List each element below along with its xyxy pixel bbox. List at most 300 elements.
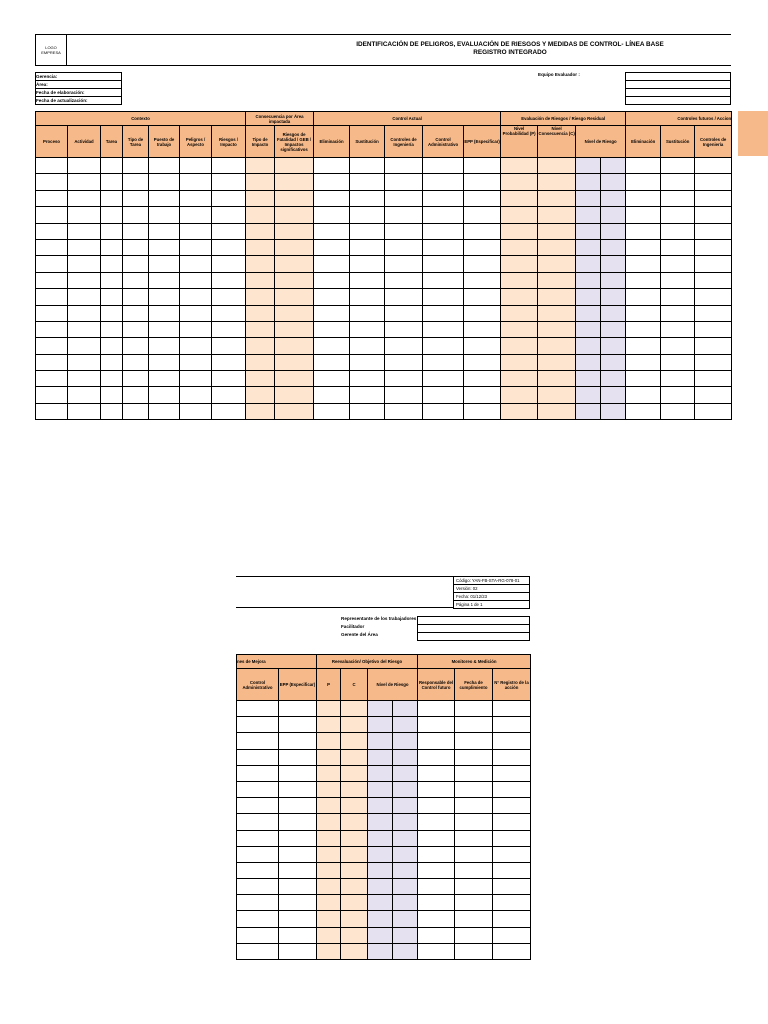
table-cell[interactable] xyxy=(350,174,385,190)
table-cell[interactable] xyxy=(279,781,317,797)
evaluador-row[interactable] xyxy=(626,97,731,105)
table-cell[interactable] xyxy=(246,272,275,288)
table-cell[interactable] xyxy=(212,174,246,190)
table-cell[interactable] xyxy=(538,321,576,337)
table-cell[interactable] xyxy=(464,305,501,321)
field-fecha-elaboracion[interactable]: Fecha de elaboración: xyxy=(36,89,122,97)
table-cell[interactable] xyxy=(317,879,341,895)
table-cell[interactable] xyxy=(279,943,317,959)
table-cell[interactable] xyxy=(275,174,314,190)
table-cell[interactable] xyxy=(464,239,501,255)
table-cell[interactable] xyxy=(279,701,317,717)
table-cell[interactable] xyxy=(493,895,531,911)
table-cell[interactable] xyxy=(695,190,732,206)
table-cell[interactable] xyxy=(538,272,576,288)
table-cell[interactable] xyxy=(695,207,732,223)
table-cell[interactable] xyxy=(576,354,601,370)
table-cell[interactable] xyxy=(501,371,538,387)
table-cell[interactable] xyxy=(149,371,180,387)
table-cell[interactable] xyxy=(36,158,68,174)
table-cell[interactable] xyxy=(279,879,317,895)
table-cell[interactable] xyxy=(36,321,68,337)
table-cell[interactable] xyxy=(601,321,626,337)
table-cell[interactable] xyxy=(317,749,341,765)
table-cell[interactable] xyxy=(341,830,368,846)
table-cell[interactable] xyxy=(350,403,385,419)
table-cell[interactable] xyxy=(350,256,385,272)
table-cell[interactable] xyxy=(493,879,531,895)
table-cell[interactable] xyxy=(695,371,732,387)
table-cell[interactable] xyxy=(149,321,180,337)
table-cell[interactable] xyxy=(279,765,317,781)
table-cell[interactable] xyxy=(279,927,317,943)
table-cell[interactable] xyxy=(601,158,626,174)
table-cell[interactable] xyxy=(101,338,123,354)
table-cell[interactable] xyxy=(317,733,341,749)
table-cell[interactable] xyxy=(123,190,149,206)
table-cell[interactable] xyxy=(501,223,538,239)
table-cell[interactable] xyxy=(464,371,501,387)
table-cell[interactable] xyxy=(576,338,601,354)
table-cell[interactable] xyxy=(493,943,531,959)
table-cell[interactable] xyxy=(279,830,317,846)
table-cell[interactable] xyxy=(385,321,423,337)
table-cell[interactable] xyxy=(385,207,423,223)
table-cell[interactable] xyxy=(423,223,464,239)
table-cell[interactable] xyxy=(695,239,732,255)
table-cell[interactable] xyxy=(661,403,695,419)
table-cell[interactable] xyxy=(317,798,341,814)
table-cell[interactable] xyxy=(423,256,464,272)
table-cell[interactable] xyxy=(393,701,418,717)
table-cell[interactable] xyxy=(275,207,314,223)
table-cell[interactable] xyxy=(626,354,661,370)
table-cell[interactable] xyxy=(314,239,350,255)
table-cell[interactable] xyxy=(246,190,275,206)
table-cell[interactable] xyxy=(455,927,493,943)
table-cell[interactable] xyxy=(149,305,180,321)
table-cell[interactable] xyxy=(68,403,101,419)
table-cell[interactable] xyxy=(368,927,393,943)
table-cell[interactable] xyxy=(246,239,275,255)
table-cell[interactable] xyxy=(149,158,180,174)
table-cell[interactable] xyxy=(279,911,317,927)
table-cell[interactable] xyxy=(393,765,418,781)
table-cell[interactable] xyxy=(576,403,601,419)
table-cell[interactable] xyxy=(455,943,493,959)
table-cell[interactable] xyxy=(123,223,149,239)
table-cell[interactable] xyxy=(275,190,314,206)
table-cell[interactable] xyxy=(246,174,275,190)
table-cell[interactable] xyxy=(464,158,501,174)
table-cell[interactable] xyxy=(279,717,317,733)
table-cell[interactable] xyxy=(275,223,314,239)
table-cell[interactable] xyxy=(36,289,68,305)
table-cell[interactable] xyxy=(493,927,531,943)
table-cell[interactable] xyxy=(246,305,275,321)
table-cell[interactable] xyxy=(237,879,279,895)
table-cell[interactable] xyxy=(423,354,464,370)
table-cell[interactable] xyxy=(275,387,314,403)
table-cell[interactable] xyxy=(350,158,385,174)
table-cell[interactable] xyxy=(123,338,149,354)
table-cell[interactable] xyxy=(626,387,661,403)
table-cell[interactable] xyxy=(275,354,314,370)
table-cell[interactable] xyxy=(368,798,393,814)
table-cell[interactable] xyxy=(350,387,385,403)
table-cell[interactable] xyxy=(101,387,123,403)
table-cell[interactable] xyxy=(68,321,101,337)
table-cell[interactable] xyxy=(237,749,279,765)
table-cell[interactable] xyxy=(275,158,314,174)
table-cell[interactable] xyxy=(661,174,695,190)
table-cell[interactable] xyxy=(695,223,732,239)
table-cell[interactable] xyxy=(314,158,350,174)
table-cell[interactable] xyxy=(393,895,418,911)
table-cell[interactable] xyxy=(423,174,464,190)
table-cell[interactable] xyxy=(418,765,455,781)
table-cell[interactable] xyxy=(455,749,493,765)
table-cell[interactable] xyxy=(464,387,501,403)
table-cell[interactable] xyxy=(661,190,695,206)
table-cell[interactable] xyxy=(341,895,368,911)
table-cell[interactable] xyxy=(464,289,501,305)
table-cell[interactable] xyxy=(576,174,601,190)
table-cell[interactable] xyxy=(180,305,212,321)
table-cell[interactable] xyxy=(661,207,695,223)
table-cell[interactable] xyxy=(341,733,368,749)
table-cell[interactable] xyxy=(423,371,464,387)
table-cell[interactable] xyxy=(237,943,279,959)
table-cell[interactable] xyxy=(455,781,493,797)
table-cell[interactable] xyxy=(464,321,501,337)
table-cell[interactable] xyxy=(418,943,455,959)
table-cell[interactable] xyxy=(368,717,393,733)
table-cell[interactable] xyxy=(317,895,341,911)
table-cell[interactable] xyxy=(501,338,538,354)
table-cell[interactable] xyxy=(455,765,493,781)
signature-representante[interactable] xyxy=(418,617,530,625)
table-cell[interactable] xyxy=(601,289,626,305)
table-cell[interactable] xyxy=(695,354,732,370)
table-cell[interactable] xyxy=(368,911,393,927)
table-cell[interactable] xyxy=(212,223,246,239)
table-cell[interactable] xyxy=(455,862,493,878)
table-cell[interactable] xyxy=(101,371,123,387)
table-cell[interactable] xyxy=(393,749,418,765)
table-cell[interactable] xyxy=(246,387,275,403)
table-cell[interactable] xyxy=(314,272,350,288)
table-cell[interactable] xyxy=(68,256,101,272)
table-cell[interactable] xyxy=(180,371,212,387)
table-cell[interactable] xyxy=(317,862,341,878)
table-cell[interactable] xyxy=(538,223,576,239)
table-cell[interactable] xyxy=(661,256,695,272)
table-cell[interactable] xyxy=(350,223,385,239)
table-cell[interactable] xyxy=(246,371,275,387)
table-cell[interactable] xyxy=(36,223,68,239)
table-cell[interactable] xyxy=(501,403,538,419)
table-cell[interactable] xyxy=(36,239,68,255)
table-cell[interactable] xyxy=(385,158,423,174)
table-cell[interactable] xyxy=(661,289,695,305)
table-cell[interactable] xyxy=(661,371,695,387)
table-cell[interactable] xyxy=(279,862,317,878)
table-cell[interactable] xyxy=(36,305,68,321)
table-cell[interactable] xyxy=(661,387,695,403)
table-cell[interactable] xyxy=(350,354,385,370)
table-cell[interactable] xyxy=(464,223,501,239)
evaluador-row[interactable] xyxy=(626,81,731,89)
table-cell[interactable] xyxy=(501,158,538,174)
table-cell[interactable] xyxy=(626,403,661,419)
table-cell[interactable] xyxy=(695,321,732,337)
table-cell[interactable] xyxy=(501,190,538,206)
signature-gerente[interactable] xyxy=(418,633,530,641)
table-cell[interactable] xyxy=(393,927,418,943)
table-cell[interactable] xyxy=(538,354,576,370)
table-cell[interactable] xyxy=(237,927,279,943)
table-cell[interactable] xyxy=(423,272,464,288)
table-cell[interactable] xyxy=(246,223,275,239)
table-cell[interactable] xyxy=(68,158,101,174)
table-cell[interactable] xyxy=(180,239,212,255)
table-cell[interactable] xyxy=(246,256,275,272)
table-cell[interactable] xyxy=(314,338,350,354)
table-cell[interactable] xyxy=(149,338,180,354)
table-cell[interactable] xyxy=(385,354,423,370)
table-cell[interactable] xyxy=(493,781,531,797)
table-cell[interactable] xyxy=(368,879,393,895)
table-cell[interactable] xyxy=(237,911,279,927)
table-cell[interactable] xyxy=(237,701,279,717)
table-cell[interactable] xyxy=(493,701,531,717)
table-cell[interactable] xyxy=(212,289,246,305)
table-cell[interactable] xyxy=(576,321,601,337)
table-cell[interactable] xyxy=(341,943,368,959)
table-cell[interactable] xyxy=(576,239,601,255)
table-cell[interactable] xyxy=(317,781,341,797)
table-cell[interactable] xyxy=(661,305,695,321)
table-cell[interactable] xyxy=(423,239,464,255)
table-cell[interactable] xyxy=(576,223,601,239)
table-cell[interactable] xyxy=(123,272,149,288)
table-cell[interactable] xyxy=(455,733,493,749)
table-cell[interactable] xyxy=(246,403,275,419)
table-cell[interactable] xyxy=(36,207,68,223)
table-cell[interactable] xyxy=(385,256,423,272)
table-cell[interactable] xyxy=(501,207,538,223)
table-cell[interactable] xyxy=(341,717,368,733)
table-cell[interactable] xyxy=(493,717,531,733)
table-cell[interactable] xyxy=(123,371,149,387)
table-cell[interactable] xyxy=(626,190,661,206)
table-cell[interactable] xyxy=(368,862,393,878)
table-cell[interactable] xyxy=(180,256,212,272)
table-cell[interactable] xyxy=(341,765,368,781)
table-cell[interactable] xyxy=(341,781,368,797)
table-cell[interactable] xyxy=(601,354,626,370)
table-cell[interactable] xyxy=(385,371,423,387)
table-cell[interactable] xyxy=(68,223,101,239)
table-cell[interactable] xyxy=(36,174,68,190)
table-cell[interactable] xyxy=(212,272,246,288)
table-cell[interactable] xyxy=(626,223,661,239)
table-cell[interactable] xyxy=(101,207,123,223)
table-cell[interactable] xyxy=(212,371,246,387)
table-cell[interactable] xyxy=(493,911,531,927)
table-cell[interactable] xyxy=(538,403,576,419)
table-cell[interactable] xyxy=(493,846,531,862)
table-cell[interactable] xyxy=(180,289,212,305)
table-cell[interactable] xyxy=(275,338,314,354)
table-cell[interactable] xyxy=(455,879,493,895)
table-cell[interactable] xyxy=(576,289,601,305)
table-cell[interactable] xyxy=(180,190,212,206)
table-cell[interactable] xyxy=(180,387,212,403)
table-cell[interactable] xyxy=(576,272,601,288)
table-cell[interactable] xyxy=(423,321,464,337)
table-cell[interactable] xyxy=(601,256,626,272)
table-cell[interactable] xyxy=(418,846,455,862)
table-cell[interactable] xyxy=(314,387,350,403)
table-cell[interactable] xyxy=(576,207,601,223)
table-cell[interactable] xyxy=(180,272,212,288)
table-cell[interactable] xyxy=(393,846,418,862)
table-cell[interactable] xyxy=(601,371,626,387)
table-cell[interactable] xyxy=(418,701,455,717)
table-cell[interactable] xyxy=(101,289,123,305)
table-cell[interactable] xyxy=(275,305,314,321)
table-cell[interactable] xyxy=(36,354,68,370)
table-cell[interactable] xyxy=(36,338,68,354)
table-cell[interactable] xyxy=(149,239,180,255)
table-cell[interactable] xyxy=(246,158,275,174)
table-cell[interactable] xyxy=(626,289,661,305)
table-cell[interactable] xyxy=(180,207,212,223)
table-cell[interactable] xyxy=(123,321,149,337)
table-cell[interactable] xyxy=(455,846,493,862)
table-cell[interactable] xyxy=(68,239,101,255)
table-cell[interactable] xyxy=(68,289,101,305)
table-cell[interactable] xyxy=(385,174,423,190)
table-cell[interactable] xyxy=(101,305,123,321)
table-cell[interactable] xyxy=(212,321,246,337)
table-cell[interactable] xyxy=(68,207,101,223)
table-cell[interactable] xyxy=(423,338,464,354)
table-cell[interactable] xyxy=(393,781,418,797)
table-cell[interactable] xyxy=(317,927,341,943)
table-cell[interactable] xyxy=(101,190,123,206)
table-cell[interactable] xyxy=(149,190,180,206)
table-cell[interactable] xyxy=(626,239,661,255)
table-cell[interactable] xyxy=(464,190,501,206)
table-cell[interactable] xyxy=(314,371,350,387)
table-cell[interactable] xyxy=(279,814,317,830)
table-cell[interactable] xyxy=(212,403,246,419)
table-cell[interactable] xyxy=(212,354,246,370)
table-cell[interactable] xyxy=(393,911,418,927)
table-cell[interactable] xyxy=(314,174,350,190)
table-cell[interactable] xyxy=(501,321,538,337)
table-cell[interactable] xyxy=(212,207,246,223)
table-cell[interactable] xyxy=(464,338,501,354)
table-cell[interactable] xyxy=(695,305,732,321)
table-cell[interactable] xyxy=(149,272,180,288)
table-cell[interactable] xyxy=(237,733,279,749)
table-cell[interactable] xyxy=(275,256,314,272)
table-cell[interactable] xyxy=(368,830,393,846)
table-cell[interactable] xyxy=(237,895,279,911)
table-cell[interactable] xyxy=(368,765,393,781)
table-cell[interactable] xyxy=(350,371,385,387)
table-cell[interactable] xyxy=(246,289,275,305)
table-cell[interactable] xyxy=(368,846,393,862)
table-cell[interactable] xyxy=(246,338,275,354)
table-cell[interactable] xyxy=(493,765,531,781)
table-cell[interactable] xyxy=(212,305,246,321)
table-cell[interactable] xyxy=(68,387,101,403)
table-cell[interactable] xyxy=(493,862,531,878)
table-cell[interactable] xyxy=(385,289,423,305)
table-cell[interactable] xyxy=(317,830,341,846)
table-cell[interactable] xyxy=(576,371,601,387)
table-cell[interactable] xyxy=(350,207,385,223)
table-cell[interactable] xyxy=(123,403,149,419)
table-cell[interactable] xyxy=(279,798,317,814)
table-cell[interactable] xyxy=(275,272,314,288)
table-cell[interactable] xyxy=(626,338,661,354)
table-cell[interactable] xyxy=(423,158,464,174)
table-cell[interactable] xyxy=(123,256,149,272)
table-cell[interactable] xyxy=(123,239,149,255)
table-cell[interactable] xyxy=(501,387,538,403)
table-cell[interactable] xyxy=(149,174,180,190)
table-cell[interactable] xyxy=(385,403,423,419)
table-cell[interactable] xyxy=(237,781,279,797)
table-cell[interactable] xyxy=(423,289,464,305)
table-cell[interactable] xyxy=(246,354,275,370)
table-cell[interactable] xyxy=(212,338,246,354)
table-cell[interactable] xyxy=(314,289,350,305)
table-cell[interactable] xyxy=(149,207,180,223)
table-cell[interactable] xyxy=(350,239,385,255)
table-cell[interactable] xyxy=(385,305,423,321)
table-cell[interactable] xyxy=(341,911,368,927)
table-cell[interactable] xyxy=(341,701,368,717)
table-cell[interactable] xyxy=(626,174,661,190)
field-fecha-actualizacion[interactable]: Fecha de actualización: xyxy=(36,97,122,105)
table-cell[interactable] xyxy=(314,190,350,206)
table-cell[interactable] xyxy=(576,190,601,206)
table-cell[interactable] xyxy=(601,207,626,223)
table-cell[interactable] xyxy=(695,338,732,354)
table-cell[interactable] xyxy=(314,403,350,419)
table-cell[interactable] xyxy=(36,272,68,288)
table-cell[interactable] xyxy=(418,862,455,878)
table-cell[interactable] xyxy=(493,830,531,846)
table-cell[interactable] xyxy=(393,814,418,830)
table-cell[interactable] xyxy=(149,387,180,403)
table-cell[interactable] xyxy=(464,174,501,190)
table-cell[interactable] xyxy=(341,814,368,830)
table-cell[interactable] xyxy=(661,239,695,255)
table-cell[interactable] xyxy=(576,158,601,174)
table-cell[interactable] xyxy=(36,190,68,206)
table-cell[interactable] xyxy=(341,862,368,878)
table-cell[interactable] xyxy=(464,403,501,419)
table-cell[interactable] xyxy=(68,174,101,190)
